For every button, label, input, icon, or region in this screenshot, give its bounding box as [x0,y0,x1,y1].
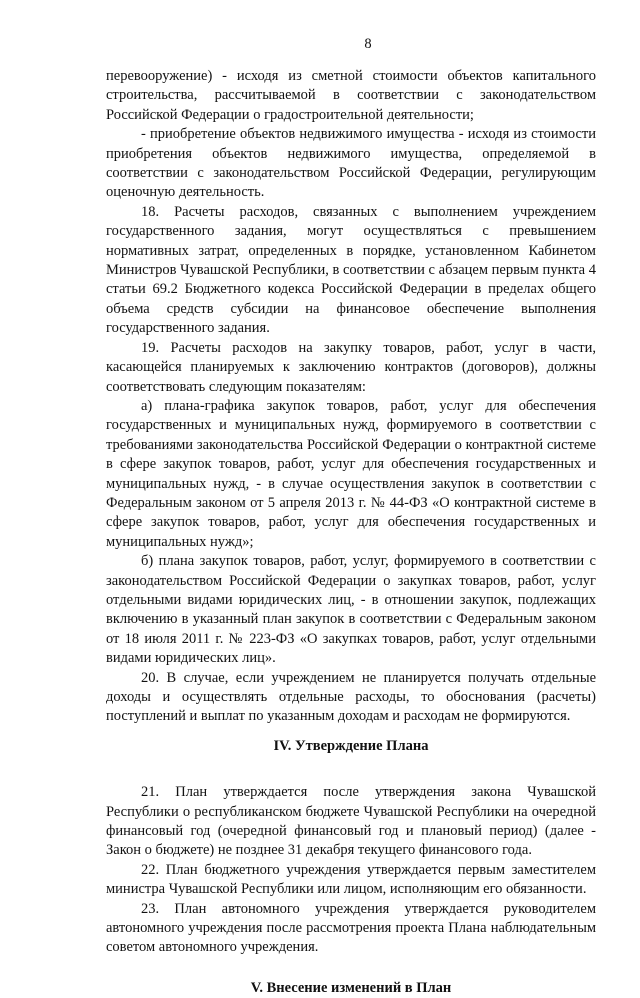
section-title-iv: IV. Утверждение Плана [273,737,429,754]
text-block-2 [106,783,596,958]
text-block-1 [106,67,596,727]
page-number: 8 [364,36,372,52]
section-title-v: V. Внесение изменений в План [250,979,452,996]
paragraph-21: 21. План утверждается после утверждения закона Чувашской Республики о республиканском бюджете Чувашской Республики на очередной финансовый год (очередной финансовый год и плановый период) (далее - Закон о бюджете) не позднее 31 декабря текущего финансового года. [106,784,596,859]
paragraph-19-a: а) плана-графика закупок товаров, работ, услуг для обеспечения государственных и муниципальных нужд, формируемого в соответствии с требованиями законодательства Российской Федерации о контрактной системе в сфере закупок товаров, работ, услуг для обеспечения государственных и муниципальных нужд, - в случае осуществления закупок в соответствии с Федеральным законом от 5 апреля 2013 г. № 44-ФЗ «О контрактной системе в сфере закупок товаров, работ, услуг для обеспечения государственных и муниципальных нужд»; [106,397,596,550]
paragraph-18: 18. Расчеты расходов, связанных с выполнением учреждением государственного задания, могут осуществляться с превышением нормативных затрат, определенных в порядке, установленном Кабинетом Министров Чувашской Республики, в соответствии с абзацем первым пункта 4 статьи 69.2 Бюджетного кодекса Российской Федерации в пределах общего объема средств субсидии на финансовое обеспечение выполнения государственного задания. [106,203,596,337]
paragraph-23: 23. План автономного учреждения утверждается руководителем автономного учреждения после рассмотрения проекта Плана наблюдательным советом автономного учреждения. [106,900,596,956]
paragraph-19: 19. Расчеты расходов на закупку товаров, работ, услуг в части, касающейся планируемых к заключению контрактов (договоров), должны соответствовать следующим показателям: [106,339,596,395]
paragraph-19-b: б) плана закупок товаров, работ, услуг, формируемого в соответствии с законодательством Российской Федерации о закупках товаров, работ, услуг отдельными видами юридических лиц, - в отношении закупок, подлежащих включению в указанный план закупок в соответствии с Федеральным законом от 18 июля 2011 г. № 223-ФЗ «О закупках товаров, работ, услуг отдельными видами юридических лиц». [106,553,596,667]
paragraph-real-estate: - приобретение объектов недвижимого имущества - исходя из стоимости приобретения объектов недвижимого имущества, определяемой в соответствии с законодательством Российской Федерации, регулирующим оценочную деятельность. [106,126,596,201]
paragraph-continuation: перевооружение) - исходя из сметной стоимости объектов капитального строительства, рассчитываемой в соответствии с законодательством Российской Федерации о градостроительной деятельности; [106,68,596,123]
paragraph-22: 22. План бюджетного учреждения утверждается первым заместителем министра Чувашской Республики или лицом, исполняющим его обязанности. [106,861,596,898]
paragraph-20: 20. В случае, если учреждением не планируется получать отдельные доходы и осуществлять отдельные расходы, то обоснования (расчеты) поступлений и выплат по указанным доходам и расходам не формируются. [106,669,596,725]
